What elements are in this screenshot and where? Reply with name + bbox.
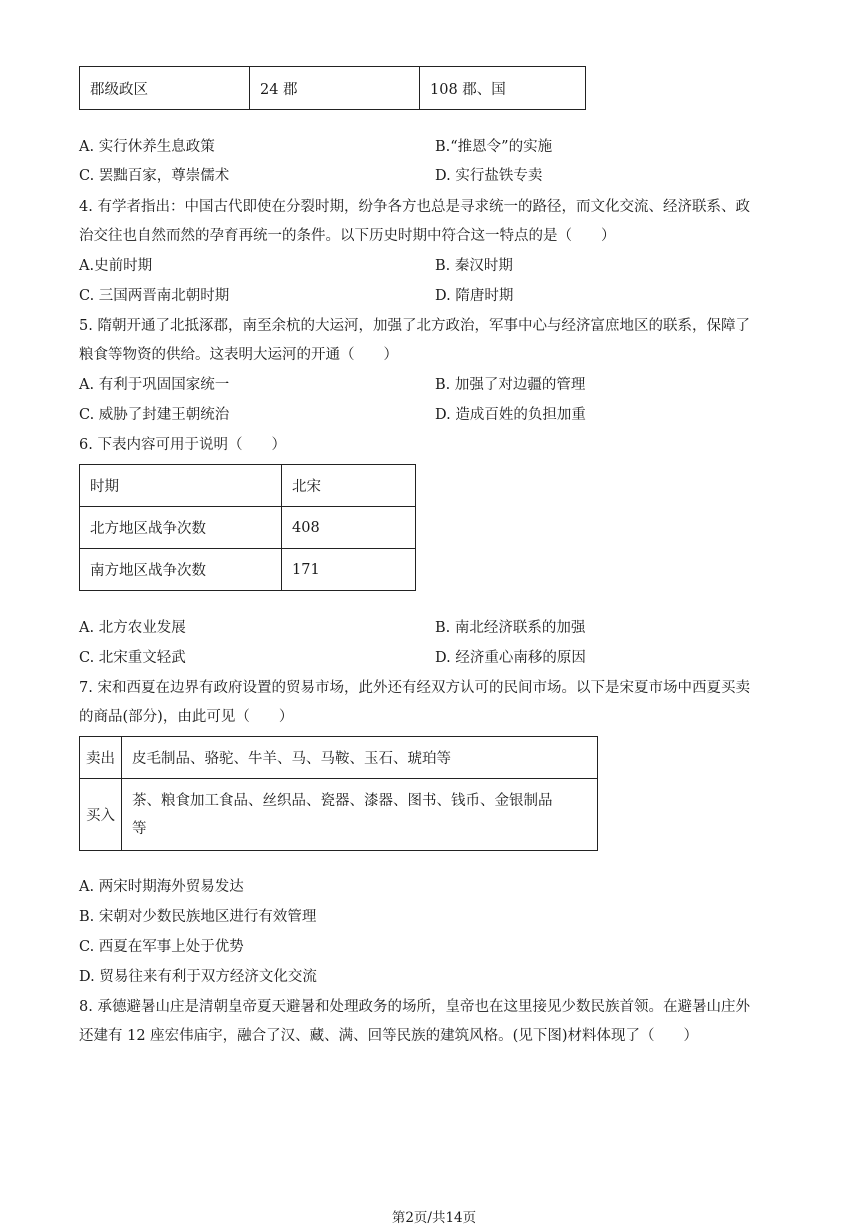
q4-option-a: A.史前时期: [79, 258, 153, 274]
q3-option-d: D. 实行盐铁专卖: [435, 168, 543, 184]
table-cell: 卖出: [80, 737, 122, 779]
table-cell: 北方地区战争次数: [80, 507, 282, 549]
table-cell: 南方地区战争次数: [80, 549, 282, 591]
q4-stem-line2: 治交往也自然而然的孕育再统一的条件。以下历史时期中符合这一特点的是（ ）: [79, 228, 616, 244]
q6-option-d: D. 经济重心南移的原因: [435, 650, 586, 666]
table-cell: 171: [282, 549, 416, 591]
table-cell: 皮毛制品、骆驼、牛羊、马、马鞍、玉石、琥珀等: [122, 737, 598, 779]
table-row: [80, 737, 598, 779]
q5-option-c: C. 威胁了封建王朝统治: [79, 407, 230, 423]
q4-option-c: C. 三国两晋南北朝时期: [79, 288, 230, 304]
q8-stem-line1: 8. 承德避暑山庄是清朝皇帝夏天避暑和处理政务的场所，皇帝也在这里接见少数民族首领。在避暑山庄外: [79, 999, 750, 1015]
q3-option-c: C. 罢黜百家，尊崇儒术: [79, 168, 230, 184]
q5-stem-line2: 粮食等物资的供给。这表明大运河的开通（ ）: [79, 347, 398, 363]
q8-stem-line2: 还建有 12 座宏伟庙宇，融合了汉、藏、满、回等民族的建筑风格。(见下图)材料体现了（ ）: [79, 1028, 698, 1044]
table-cell: 108 郡、国: [420, 67, 586, 110]
page-number: 第2页/共14页: [391, 1210, 477, 1226]
q7-stem-line1: 7. 宋和西夏在边界有政府设置的贸易市场，此外还有经双方认可的民间市场。以下是宋夏市场中西夏买卖: [79, 680, 750, 696]
table-cell: 408: [282, 507, 416, 549]
table-row: [80, 465, 416, 507]
table-cell: 郡级政区: [80, 67, 250, 110]
q7-option-a: A. 两宋时期海外贸易发达: [79, 879, 244, 895]
top-table: [79, 66, 586, 110]
q7-option-d: D. 贸易往来有利于双方经济文化交流: [79, 969, 317, 985]
table-row: [80, 507, 416, 549]
q5-option-d: D. 造成百姓的负担加重: [435, 407, 586, 423]
table-row: [80, 549, 416, 591]
q5-stem-line1: 5. 隋朝开通了北抵涿郡，南至余杭的大运河，加强了北方政治，军事中心与经济富庶地区的联系，保障了: [79, 318, 750, 334]
q7-stem-line2: 的商品(部分)，由此可见（ ）: [79, 709, 294, 725]
table-cell: 北宋: [282, 465, 416, 507]
q4-stem-line1: 4. 有学者指出：中国古代即使在分裂时期，纷争各方也总是寻求统一的路径，而文化交流、经济联系、政: [79, 199, 750, 215]
q4-option-d: D. 隋唐时期: [435, 288, 514, 304]
buy-items-line2: 等: [132, 820, 147, 837]
q6-option-b: B. 南北经济联系的加强: [435, 620, 586, 636]
q4-option-b: B. 秦汉时期: [435, 258, 513, 274]
q6-table: [79, 464, 416, 591]
q5-option-b: B. 加强了对边疆的管理: [435, 377, 586, 393]
q6-stem: 6. 下表内容可用于说明（ ）: [79, 437, 286, 453]
q7-table: [79, 736, 598, 851]
table-row: [80, 67, 586, 110]
table-cell: 买入: [80, 779, 122, 851]
table-cell: 时期: [80, 465, 282, 507]
q6-option-a: A. 北方农业发展: [79, 620, 186, 636]
q7-option-b: B. 宋朝对少数民族地区进行有效管理: [79, 909, 317, 925]
q3-option-b: B.“推恩令”的实施: [435, 139, 553, 155]
table-row: [80, 779, 598, 851]
q6-option-c: C. 北宋重文轻武: [79, 650, 186, 666]
q7-option-c: C. 西夏在军事上处于优势: [79, 939, 244, 955]
table-cell: [122, 779, 598, 851]
buy-items-line1: 茶、粮食加工食品、丝织品、瓷器、漆器、图书、钱币、金银制品: [132, 792, 553, 809]
q5-option-a: A. 有利于巩固国家统一: [79, 377, 230, 393]
table-cell: 24 郡: [250, 67, 420, 110]
q3-option-a: A. 实行休养生息政策: [79, 139, 215, 155]
